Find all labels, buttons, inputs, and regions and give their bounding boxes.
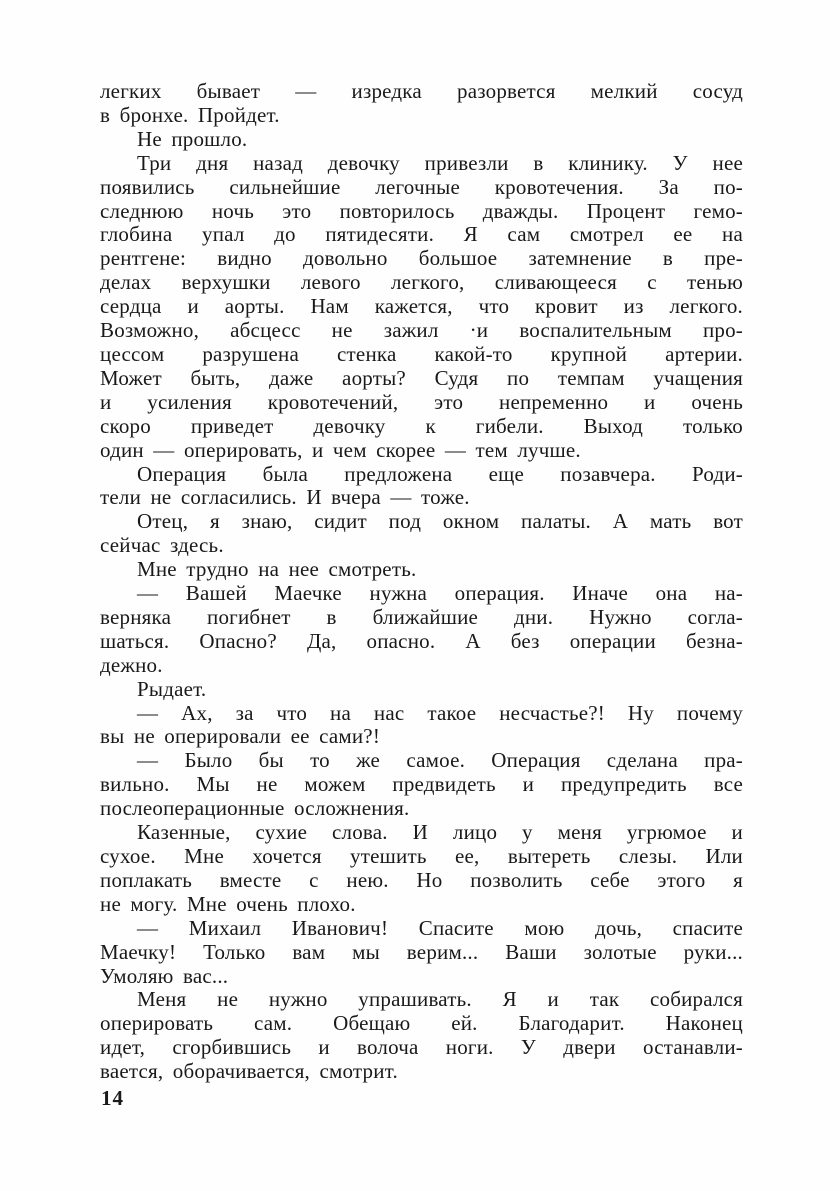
text-line: Рыдает. xyxy=(137,676,207,701)
text-line: тели не согласились. И вчера — тоже. xyxy=(100,485,470,510)
text-line: Три дня назад девочку привезли в клинику. У нее xyxy=(137,150,743,175)
text-line: Возможно, абсцесс не зажил ·и воспалительным про- xyxy=(100,318,743,343)
text-line: сухое. Мне хочется утешить ее, вытереть слезы. Или xyxy=(100,844,743,868)
text-line: и усиления кровотечений, это непременно и очень xyxy=(100,389,743,414)
text-line: шаться. Опасно? Да, опасно. А без операции безна- xyxy=(100,628,743,653)
text-line: Маечку! Только вам мы верим... Ваши золотые руки... xyxy=(100,939,743,964)
page-number: 14 xyxy=(101,1086,124,1110)
text-line: сейчас здесь. xyxy=(100,533,224,558)
text-line: Меня не нужно упрашивать. Я и так собирался xyxy=(137,987,743,1012)
text-line: сердца и аорты. Нам кажется, что кровит из легкого. xyxy=(100,294,743,319)
text-line: в бронхе. Пройдет. xyxy=(100,102,280,127)
text-line: — Вашей Маечке нужна операция. Иначе она на- xyxy=(137,581,743,606)
text-line: скоро приведет девочку к гибели. Выход только xyxy=(100,413,743,438)
text-line: не могу. Мне очень плохо. xyxy=(100,891,356,916)
text-line: идет, сгорбившись и волоча ноги. У двери останавли- xyxy=(100,1035,743,1060)
page-text xyxy=(100,80,743,1084)
text-line: следнюю ночь это повторилось дважды. Процент гемо- xyxy=(100,198,743,223)
text-line: делах верхушки левого легкого, сливающееся с тенью xyxy=(100,270,743,295)
text-line: вильно. Мы не можем предвидеть и предупредить все xyxy=(100,772,743,797)
text-line: дежно. xyxy=(100,652,163,677)
text-line: послеоперационные осложнения. xyxy=(100,796,410,821)
text-line: Операция была предложена еще позавчера. Роди- xyxy=(137,461,743,486)
text-line: оперировать сам. Обещаю ей. Благодарит. Наконец xyxy=(100,1011,743,1036)
text-line: Казенные, сухие слова. И лицо у меня угрюмое и xyxy=(137,820,743,845)
text-line: Отец, я знаю, сидит под окном палаты. А мать вот xyxy=(137,509,743,534)
text-line: легких бывает — изредка разорвется мелкий сосуд xyxy=(100,79,743,103)
text-line: — Ах, за что на нас такое несчастье?! Ну почему xyxy=(137,700,743,725)
text-line: поплакать вместе с нею. Но позволить себе этого я xyxy=(100,867,743,892)
text-line: один — оперировать, и чем скорее — тем лучше. xyxy=(100,437,581,462)
text-line: Умоляю вас... xyxy=(100,963,229,988)
text-line: — Было бы то же самое. Операция сделана пра- xyxy=(137,748,743,773)
text-line: цессом разрушена стенка какой-то крупной артерии. xyxy=(100,341,743,366)
text-line: рентгене: видно довольно большое затемнение в пре- xyxy=(100,246,743,271)
text-line: вы не оперировали ее сами?! xyxy=(100,724,381,749)
text-line: Может быть, даже аорты? Судя по темпам учащения xyxy=(100,365,743,390)
text-line: верняка погибнет в ближайшие дни. Нужно согла- xyxy=(100,604,743,629)
text-line: вается, оборачивается, смотрит. xyxy=(100,1059,398,1084)
text-line: Мне трудно на нее смотреть. xyxy=(137,557,417,582)
text-line: Не прошло. xyxy=(137,126,248,151)
text-line: появились сильнейшие легочные кровотечения. За по- xyxy=(100,174,743,199)
text-line: глобина упал до пятидесяти. Я сам смотрел ее на xyxy=(100,222,743,247)
text-line: — Михаил Иванович! Спасите мою дочь, спасите xyxy=(137,915,743,940)
